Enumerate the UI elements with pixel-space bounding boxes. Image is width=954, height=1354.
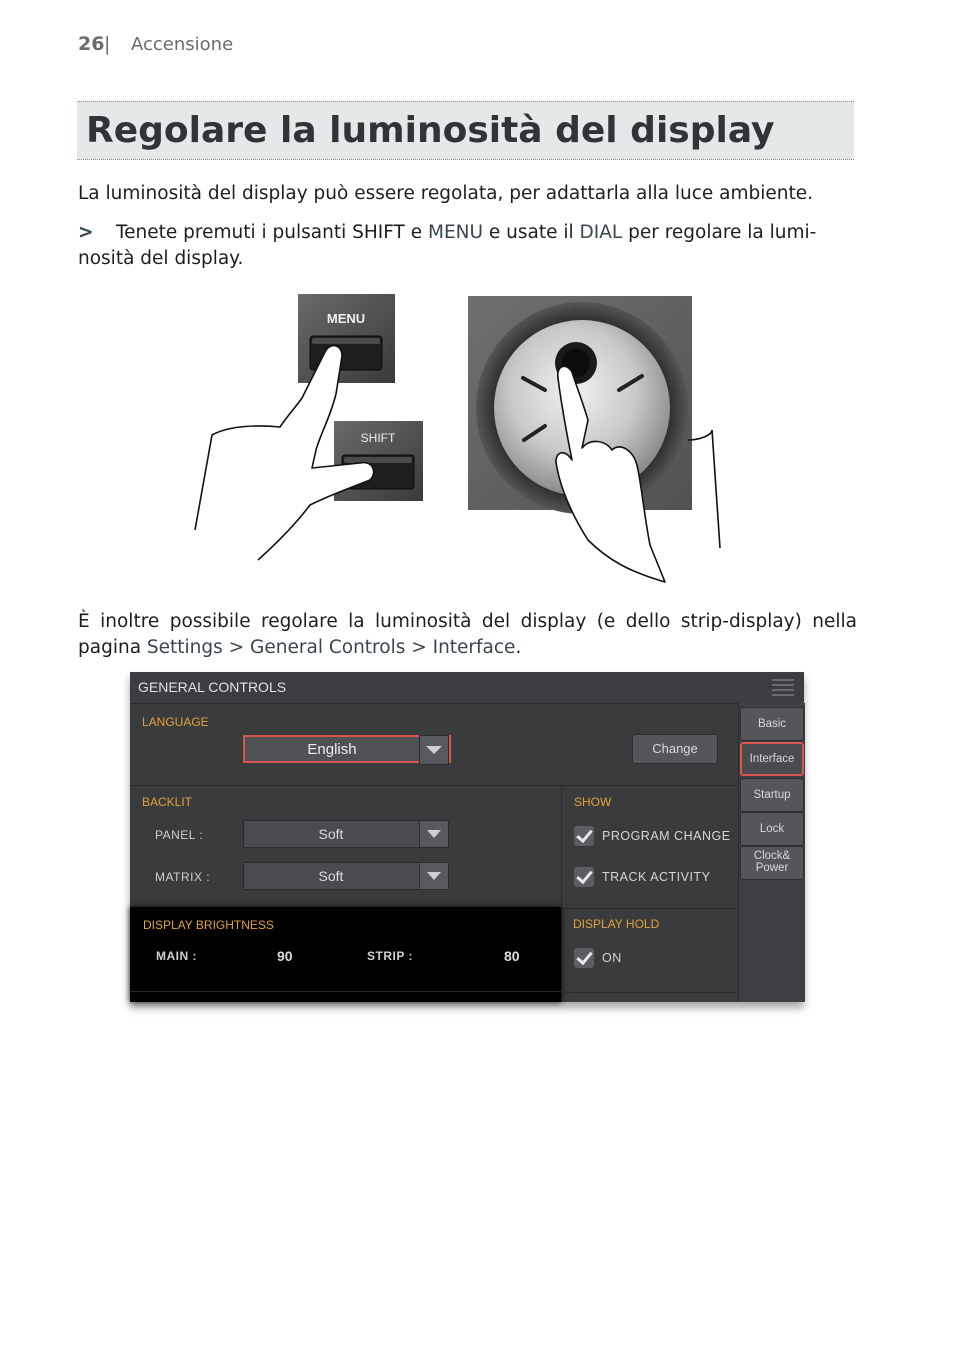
instruction-text-1: Tenete premuti i pulsanti SHIFT e [116,222,428,243]
settings-paragraph [78,609,857,661]
program-change-checkbox[interactable] [574,826,594,846]
panel-dropdown-arrow[interactable] [419,821,448,847]
settings-text-2: . [515,637,522,658]
tab-lock[interactable]: Lock [740,812,804,846]
page-number: 26 [78,33,105,55]
header-separator: | [104,33,111,55]
menu-button-label: MENU [326,311,366,326]
matrix-value: Soft [318,868,344,884]
track-activity-label: TRACK ACTIVITY [602,870,711,884]
display-hold-on-label: ON [602,951,622,965]
display-brightness-panel [130,907,561,1002]
tab-clock-power[interactable]: Clock& Power [740,846,804,880]
instruction-bullet [78,220,857,272]
strip-value[interactable]: 80 [504,948,520,964]
tab-basic[interactable]: Basic [740,707,804,741]
strip-label: STRIP : [367,949,413,963]
keyword-menu: MENU [427,222,484,243]
settings-text-1: È inoltre possibile regolare la luminosità del display (e dello strip-display) nella pagina [78,611,857,658]
matrix-label: MATRIX : [155,870,211,884]
instruction-text-3: per regolare la lumi-nosità del display. [78,222,817,269]
language-value: English [307,741,357,758]
main-value[interactable]: 90 [277,948,293,964]
panel-select[interactable] [243,820,449,848]
settings-path: Settings > General Controls > Interface [146,637,516,658]
change-button[interactable]: Change [632,734,718,764]
language-label: LANGUAGE [142,715,209,729]
language-dropdown-arrow[interactable] [419,735,449,765]
show-label: SHOW [574,795,612,809]
display-hold-checkbox[interactable] [574,948,594,968]
backlit-label: BACKLIT [142,795,193,809]
title-box [77,101,854,160]
matrix-select[interactable] [243,862,449,890]
panel-value: Soft [318,826,344,842]
tab-interface[interactable]: Interface [740,742,804,776]
intro-paragraph: La luminosità del display può essere regolata, per adattarla alla luce ambiente. [78,183,814,204]
bullet-marker: > [78,222,94,243]
menu-button-illustration [298,294,395,383]
page-title: Regolare la luminosità del display [86,110,775,151]
track-activity-checkbox[interactable] [574,867,594,887]
button-dial-illustration [190,290,750,590]
display-brightness-label: DISPLAY BRIGHTNESS [143,918,274,932]
keyword-dial: DIAL [579,222,623,243]
main-label: MAIN : [156,949,197,963]
screen-header [130,672,804,704]
program-change-label: PROGRAM CHANGE [602,829,731,843]
shift-button-label: SHIFT [360,431,396,445]
menu-icon[interactable] [772,679,794,697]
general-controls-screen [130,672,804,1002]
screen-title: GENERAL CONTROLS [138,679,287,695]
display-hold-label: DISPLAY HOLD [573,917,660,931]
panel-label: PANEL : [155,828,204,842]
tab-startup[interactable]: Startup [740,778,804,812]
section-name: Accensione [131,34,234,55]
instruction-text-2: e usate il [483,222,580,243]
matrix-dropdown-arrow[interactable] [419,863,448,889]
